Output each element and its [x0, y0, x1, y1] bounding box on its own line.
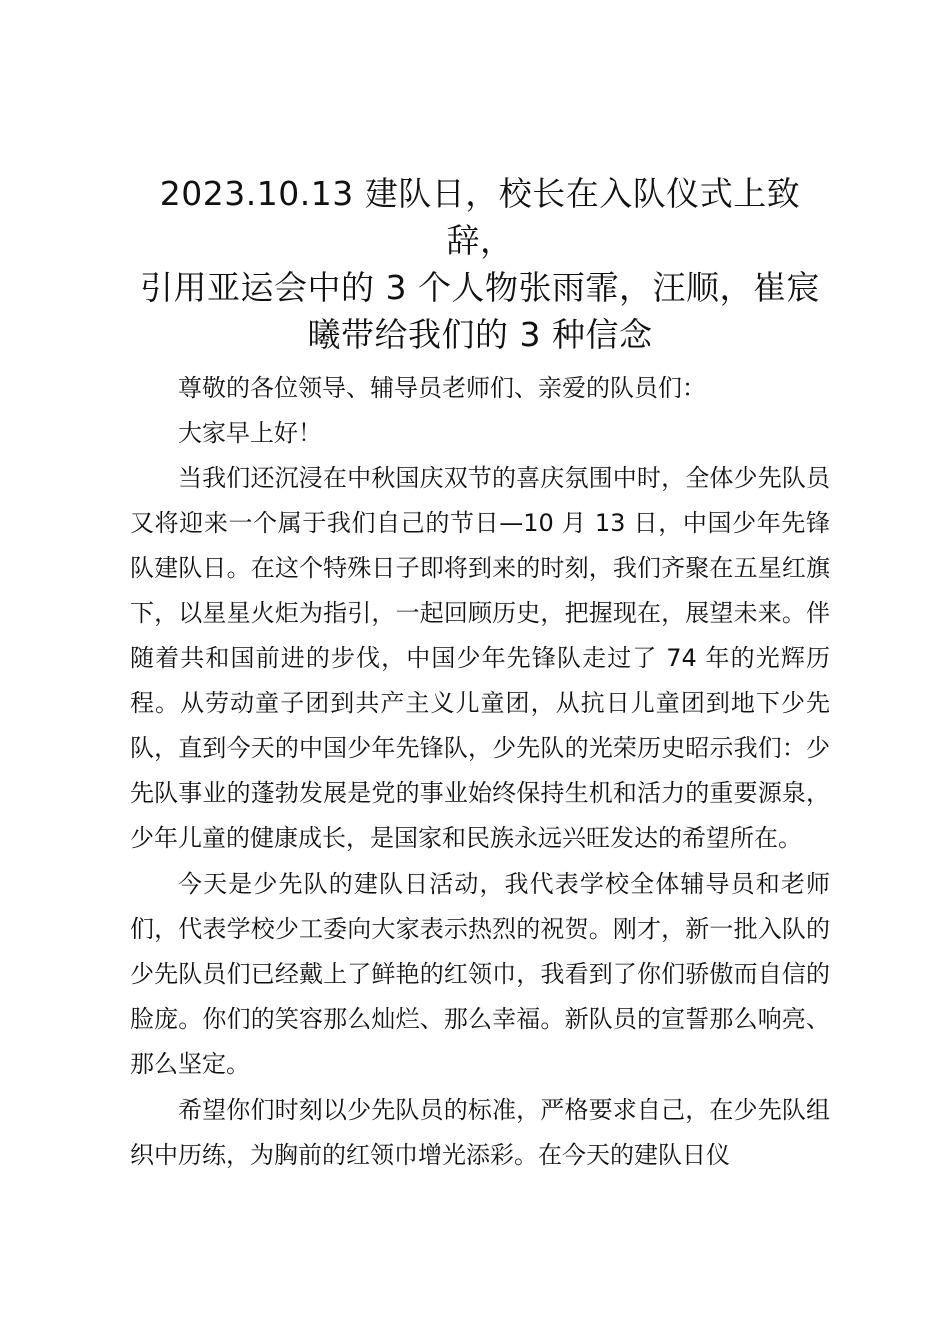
body-paragraph: 当我们还沉浸在中秋国庆双节的喜庆氛围中时，全体少先队员又将迎来一个属于我们自己的节日—10 月 13 日，中国少年先锋队建队日。在这个特殊日子即将到来的时刻，我们齐聚在五星红旗下，以星星火炬为指引，一起回顾历史，把握现在，展望未来。伴随着共和国前进的步伐，中国少年先锋队走过了 74 年的光辉历程。从劳动童子团到共产主义儿童团，从抗日儿童团到地下少先队，直到今天的中国少年先锋队，少先队的光荣历史昭示我们：少先队事业的蓬勃发展是党的事业始终保持生机和活力的重要源泉，少年儿童的健康成长，是国家和民族永远兴旺发达的希望所在。: [130, 464, 830, 852]
title-line: 2023.10.13 建队日，校长在入队仪式上致辞，: [159, 174, 801, 260]
document-page: [130, 170, 830, 1179]
body-paragraph: 希望你们时刻以少先队员的标准，严格要求自己，在少先队组织中历练，为胸前的红领巾增光添彩。在今天的建队日仪: [130, 1096, 830, 1169]
salutation: 尊敬的各位领导、辅导员老师们、亲爱的队员们：: [178, 374, 706, 402]
body-paragraph: 今天是少先队的建队日活动，我代表学校全体辅导员和老师们，代表学校少工委向大家表示热烈的祝贺。刚才，新一批入队的少先队员们已经戴上了鲜艳的红领巾，我看到了你们骄傲而自信的脸庞。你们的笑容那么灿烂、那么幸福。新队员的宣誓那么响亮、那么坚定。: [130, 870, 830, 1078]
title-line: 引用亚运会中的 3 个人物张雨霏，汪顺，崔宸: [140, 268, 820, 307]
title-line: 曦带给我们的 3 种信念: [307, 315, 653, 354]
document-title: [130, 170, 830, 358]
greeting: 大家早上好！: [178, 419, 322, 447]
